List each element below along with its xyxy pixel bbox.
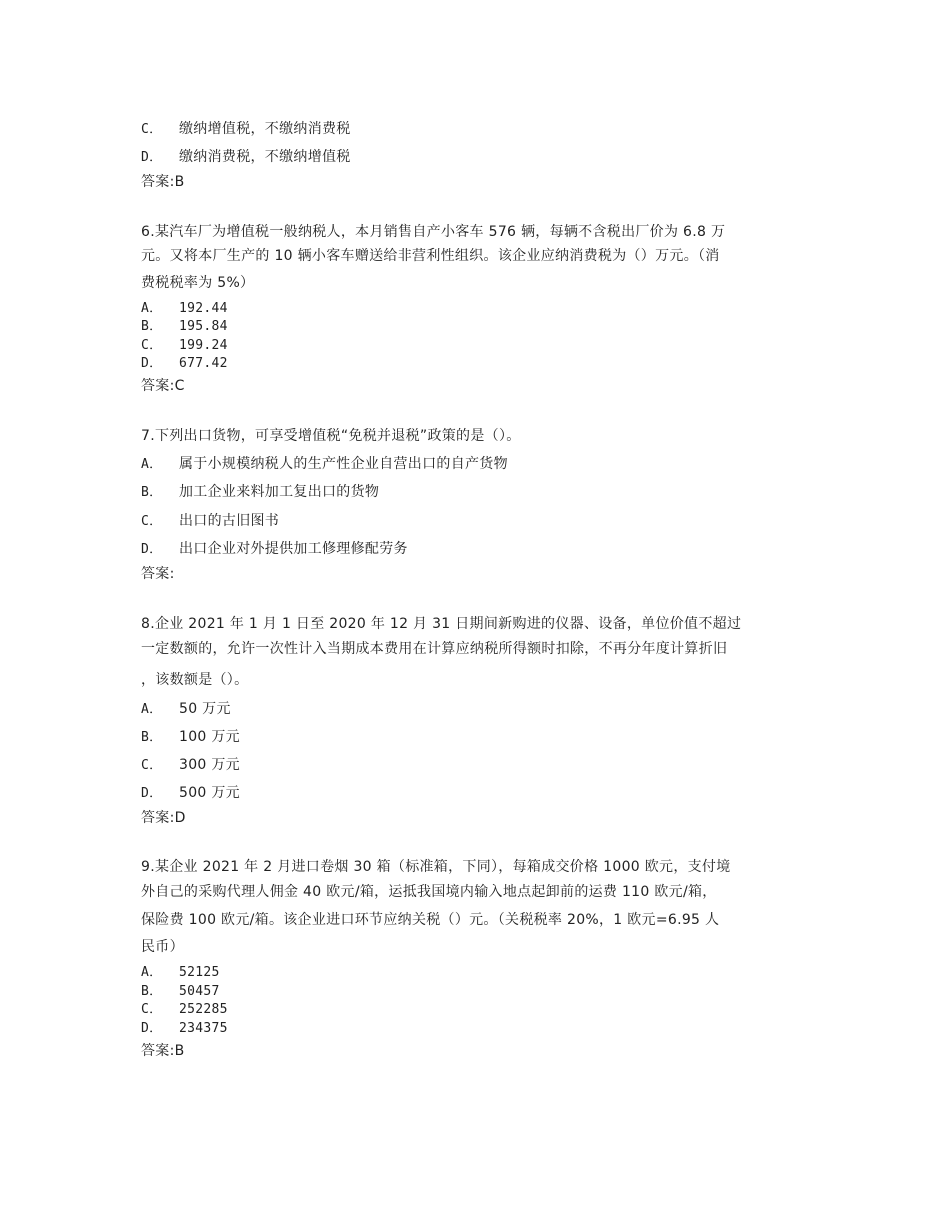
q5-answer: 答案:B: [141, 174, 185, 190]
q9-option-b: [141, 983, 220, 1001]
option-letter: C．: [141, 338, 163, 353]
option-text: 234375: [179, 1021, 228, 1036]
option-text: 缴纳增值税，不缴纳消费税: [179, 121, 351, 137]
q8-answer: 答案:D: [141, 810, 186, 826]
q8-option-b: [141, 728, 240, 747]
option-text: 50457: [179, 984, 220, 999]
q9-option-a: [141, 964, 220, 982]
option-text: 属于小规模纳税人的生产性企业自营出口的自产货物: [179, 456, 508, 472]
option-letter: D．: [141, 150, 163, 165]
q9-stem-line-3: 保险费 100 欧元/箱。该企业进口环节应纳关税（）元。（关税税率 20%，1 欧元=6.95 人: [141, 912, 720, 928]
option-letter: C．: [141, 514, 163, 529]
option-text: 加工企业来料加工复出口的货物: [179, 484, 380, 500]
q7-option-a: [141, 455, 508, 474]
option-letter: B．: [141, 319, 163, 334]
option-letter: D．: [141, 786, 163, 801]
q7-option-b: [141, 483, 379, 502]
q7-stem-line-1: 7.下列出口货物，可享受增值税“免税并退税”政策的是（）。: [141, 428, 521, 444]
q9-option-c: [141, 1001, 228, 1019]
option-text: 出口的古旧图书: [179, 513, 280, 529]
q9-option-d: [141, 1020, 228, 1038]
option-letter: C．: [141, 122, 163, 137]
option-text: 300 万元: [179, 757, 240, 773]
option-text: 100 万元: [179, 729, 240, 745]
q8-stem-line-1: 8.企业 2021 年 1 月 1 日至 2020 年 12 月 31 日期间新购进的仪器、设备，单位价值不超过: [141, 616, 742, 632]
q8-option-d: [141, 784, 240, 803]
option-letter: C．: [141, 1002, 163, 1017]
option-letter: C．: [141, 758, 163, 773]
option-letter: D．: [141, 1021, 163, 1036]
option-text: 195.84: [179, 319, 228, 334]
q8-option-a: [141, 700, 231, 719]
q9-stem-line-1: 9.某企业 2021 年 2 月进口卷烟 30 箱（标准箱，下同），每箱成交价格 1000 欧元，支付境: [141, 859, 731, 875]
q6-option-d: [141, 355, 228, 373]
q7-option-d: [141, 540, 408, 559]
q8-stem-line-2: 一定数额的，允许一次性计入当期成本费用在计算应纳税所得额时扣除，不再分年度计算折旧: [141, 641, 728, 657]
option-text: 199.24: [179, 338, 228, 353]
option-text: 500 万元: [179, 785, 240, 801]
q7-option-c: [141, 512, 279, 531]
option-letter: A．: [141, 457, 163, 472]
q6-answer: 答案:C: [141, 378, 185, 394]
option-letter: B．: [141, 485, 163, 500]
q8-option-c: [141, 756, 240, 775]
option-text: 252285: [179, 1002, 228, 1017]
option-text: 50 万元: [179, 701, 231, 717]
option-letter: D．: [141, 542, 163, 557]
option-text: 677.42: [179, 356, 228, 371]
q9-stem-line-4: 民币）: [141, 939, 184, 955]
q6-stem-line-1: 6.某汽车厂为增值税一般纳税人，本月销售自产小客车 576 辆，每辆不含税出厂价为 6.8 万: [141, 224, 726, 240]
option-letter: A．: [141, 702, 163, 717]
q6-stem-line-2: 元。又将本厂生产的 10 辆小客车赠送给非营利性组织。该企业应纳消费税为（）万元。（消: [141, 248, 720, 264]
q6-option-c: [141, 337, 228, 355]
q5-option-c: [141, 120, 351, 139]
q6-stem-line-3: 费税税率为 5%）: [141, 275, 255, 291]
q5-option-d: [141, 148, 351, 167]
option-text: 192.44: [179, 301, 228, 316]
option-letter: A．: [141, 301, 163, 316]
q6-option-a: [141, 300, 228, 318]
option-text: 缴纳消费税，不缴纳增值税: [179, 149, 351, 165]
q7-answer: 答案:: [141, 566, 175, 582]
option-letter: B．: [141, 984, 163, 999]
option-letter: D．: [141, 356, 163, 371]
option-letter: B．: [141, 730, 163, 745]
q6-option-b: [141, 318, 228, 336]
option-text: 出口企业对外提供加工修理修配劳务: [179, 541, 408, 557]
option-text: 52125: [179, 965, 220, 980]
option-letter: A．: [141, 965, 163, 980]
q8-stem-line-3: ，该数额是（）。: [141, 672, 249, 688]
q9-stem-line-2: 外自己的采购代理人佣金 40 欧元/箱，运抵我国境内输入地点起卸前的运费 110 欧元/箱，: [141, 884, 717, 900]
q9-answer: 答案:B: [141, 1043, 185, 1059]
